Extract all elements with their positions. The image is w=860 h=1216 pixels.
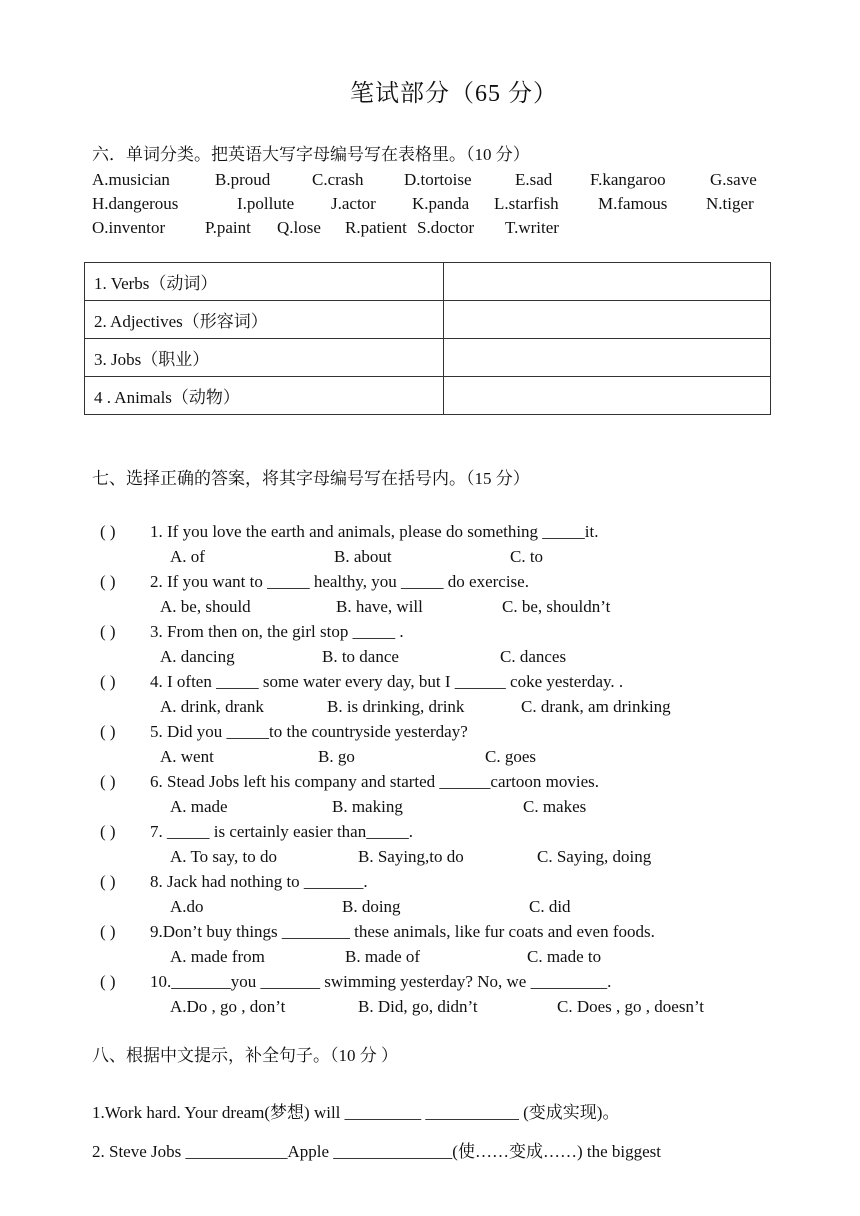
question-item [0,672,860,722]
category-label: 1. Verbs（动词） [85,263,444,301]
question-stem: 7. _____ is certainly easier than_____. [150,822,413,841]
answer-bracket[interactable]: ( ) [100,872,116,891]
option-a: A.do [170,897,204,916]
option-a: A. To say, to do [170,847,277,866]
word-bank-item: T.writer [505,218,559,237]
section7-heading: 七、选择正确的答案，将其字母编号写在括号内。（15 分） [92,469,530,488]
question-stem: 5. Did you _____to the countryside yesterday? [150,722,468,741]
answer-cell[interactable] [444,339,771,377]
answer-bracket[interactable]: ( ) [100,672,116,691]
word-bank-item: J.actor [331,194,376,213]
option-c: C. goes [485,747,536,766]
word-bank-item: P.paint [205,218,251,237]
answer-bracket[interactable]: ( ) [100,622,116,641]
answer-cell[interactable] [444,377,771,415]
option-c: C. makes [523,797,587,816]
word-bank-item: S.doctor [417,218,475,237]
category-label: 4 . Animals（动物） [85,377,444,415]
option-a: A. drink, drank [160,697,264,716]
answer-cell[interactable] [444,301,771,339]
answer-bracket[interactable]: ( ) [100,722,116,741]
answer-bracket[interactable]: ( ) [100,522,116,541]
fill-sentence: 1.Work hard. Your dream(梦想) will _________ ___________ (变成实现)。 [92,1103,620,1122]
word-bank-item: G.save [710,170,757,189]
word-bank-item: A.musician [92,170,170,189]
word-bank-item: H.dangerous [92,194,179,213]
option-c: C. did [529,897,571,916]
option-b: B. about [334,547,392,566]
table-row [85,263,771,301]
option-a: A. went [160,747,214,766]
question-item [0,972,860,1022]
word-bank-item: K.panda [412,194,470,213]
option-b: B. is drinking, drink [327,697,465,716]
question-stem: 2. If you want to _____ healthy, you _____ do exercise. [150,572,529,591]
option-c: C. Saying, doing [537,847,652,866]
option-c: C. Does , go , doesn’t [557,997,705,1016]
option-b: B. to dance [322,647,399,666]
page-title: 笔试部分（65 分） [350,81,558,107]
option-a: A.Do , go , don’t [170,997,286,1016]
question-stem: 9.Don’t buy things ________ these animals, like fur coats and even foods. [150,922,655,941]
option-c: C. drank, am drinking [521,697,671,716]
word-bank-item: Q.lose [277,218,321,237]
option-a: A. be, should [160,597,251,616]
question-stem: 6. Stead Jobs left his company and started ______cartoon movies. [150,772,599,791]
word-bank-item: D.tortoise [404,170,472,189]
question-item [0,772,860,822]
question-item [0,522,860,572]
question-item [0,722,860,772]
answer-cell[interactable] [444,263,771,301]
question-stem: 10._______you _______ swimming yesterday? No, we _________. [150,972,612,991]
word-bank-item: E.sad [515,170,553,189]
question-item [0,622,860,672]
question-item [0,822,860,872]
section6-heading: 六．单词分类。把英语大写字母编号写在表格里。（10 分） [92,145,530,164]
answer-bracket[interactable]: ( ) [100,922,116,941]
category-label: 3. Jobs（职业） [85,339,444,377]
question-item [0,872,860,922]
option-c: C. to [510,547,544,566]
option-a: A. dancing [160,647,235,666]
option-a: A. made from [170,947,265,966]
option-b: B. made of [345,947,421,966]
question-item [0,922,860,972]
table-row [85,339,771,377]
option-b: B. Saying,to do [358,847,464,866]
option-c: C. be, shouldn’t [502,597,611,616]
answer-bracket[interactable]: ( ) [100,572,116,591]
question-stem: 4. I often _____ some water every day, but I ______ coke yesterday. . [150,672,624,691]
option-b: B. have, will [336,597,423,616]
section8-heading: 八、根据中文提示，补全句子。（10 分 ） [92,1046,398,1065]
category-label: 2. Adjectives（形容词） [85,301,444,339]
option-b: B. making [332,797,403,816]
word-bank-item: R.patient [345,218,407,237]
option-a: A. of [170,547,205,566]
option-c: C. made to [527,947,602,966]
option-c: C. dances [500,647,567,666]
option-b: B. Did, go, didn’t [358,997,478,1016]
word-bank-item: L.starfish [494,194,559,213]
word-bank-item: F.kangaroo [590,170,666,189]
fill-sentence: 2. Steve Jobs ____________Apple ______________(使……变成……) the biggest [92,1142,661,1161]
option-b: B. go [318,747,355,766]
word-bank-item: O.inventor [92,218,166,237]
question-item [0,572,860,622]
word-bank-item: I.pollute [237,194,295,213]
word-bank-item: M.famous [598,194,668,213]
question-stem: 8. Jack had nothing to _______. [150,872,368,891]
option-b: B. doing [342,897,401,916]
word-bank-item: N.tiger [706,194,754,213]
answer-bracket[interactable]: ( ) [100,972,116,991]
word-bank-item: B.proud [215,170,271,189]
table-row [85,377,771,415]
table-row [85,301,771,339]
question-stem: 1. If you love the earth and animals, please do something _____it. [150,522,599,541]
answer-bracket[interactable]: ( ) [100,772,116,791]
option-a: A. made [170,797,228,816]
word-bank-item: C.crash [312,170,364,189]
classification-table [84,262,771,415]
question-stem: 3. From then on, the girl stop _____ . [150,622,404,641]
answer-bracket[interactable]: ( ) [100,822,116,841]
